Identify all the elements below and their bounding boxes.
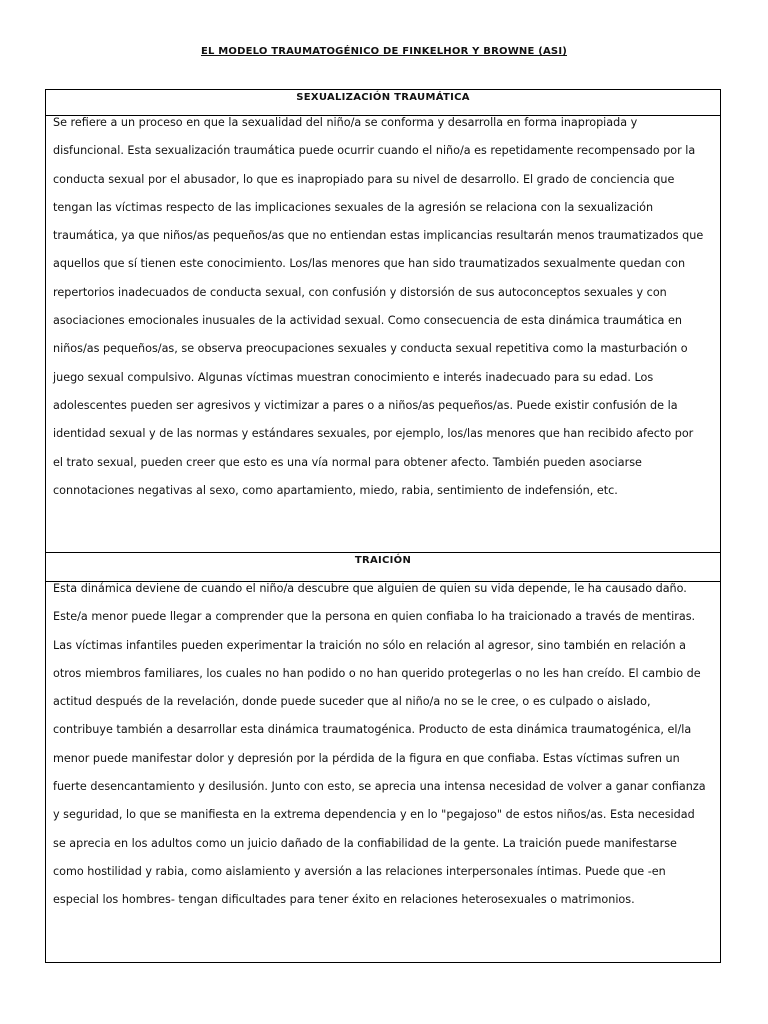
paragraph-line: asociaciones emocionales inusuales de la actividad sexual. Como consecuencia de esta dinámica traumática en [53,314,682,328]
paragraph-line: Este/a menor puede llegar a comprender que la persona en quien confiaba lo ha traicionado a través de mentiras. [53,610,696,624]
section-body-traicion [46,575,720,962]
section-body-sexualizacion [46,109,720,552]
paragraph-line: adolescentes pueden ser agresivos y victimizar a pares o a niños/as pequeños/as. Puede existir confusión de la [53,398,678,412]
document-title: EL MODELO TRAUMATOGÉNICO DE FINKELHOR Y BROWNE (ASI) [200,46,568,57]
paragraph-line: especial los hombres- tengan dificultades para tener éxito en relaciones heterosexuales o matrimonios. [53,893,635,907]
paragraph-line: otros miembros familiares, los cuales no han podido o no han querido protegerlas o no les han creído. El cambio de [53,666,701,680]
paragraph-line: aquellos que sí tienen este conocimiento. Los/las menores que han sido traumatizados sexualmente quedan con [53,257,686,271]
paragraph-line: traumática, ya que niños/as pequeños/as que no entiendan estas implicancias resultarán menos traumatizados que [53,229,704,243]
content-table [45,89,721,963]
paragraph-line: fuerte desencantamiento y desilusión. Junto con esto, se aprecia una intensa necesidad de volver a ganar confianza [53,780,706,794]
paragraph-line: Esta dinámica deviene de cuando el niño/a descubre que alguien de quien su vida depende, le ha causado daño. [53,582,687,595]
paragraph-line: el trato sexual, pueden creer que esto es una vía normal para obtener afecto. También pueden asociarse [53,455,642,469]
paragraph-line: como hostilidad y rabia, como aislamiento y aversión a las relaciones interpersonales íntimas. Puede que -en [53,864,666,878]
section-heading-traicion: TRAICIÓN [46,552,720,582]
paragraph-line: repertorios inadecuados de conducta sexual, con confusión y distorsión de sus autoconceptos sexuales y con [53,285,667,299]
paragraph-line: connotaciones negativas al sexo, como apartamiento, miedo, rabia, sentimiento de indefensión, etc. [53,483,618,497]
paragraph-line: disfuncional. Esta sexualización traumática puede ocurrir cuando el niño/a es repetidamente recompensado por la [53,144,696,158]
paragraph-line: Se refiere a un proceso en que la sexualidad del niño/a se conforma y desarrolla en forma inapropiada y [53,116,638,129]
paragraph-line: tengan las víctimas respecto de las implicaciones sexuales de la agresión se relaciona con la sexualización [53,200,654,214]
paragraph-line: y seguridad, lo que se manifiesta en la extrema dependencia y en lo "pegajoso" de estos niños/as. Esta necesidad [53,808,695,822]
paragraph-line: se aprecia en los adultos como un juicio dañado de la confiabilidad de la gente. La traición puede manifestarse [53,836,677,850]
paragraph-line: contribuye también a desarrollar esta dinámica traumatogénica. Producto de esta dinámica traumatogénica, el/la [53,723,692,737]
paragraph-line: juego sexual compulsivo. Algunas víctimas muestran conocimiento e interés inadecuado para su edad. Los [53,370,654,384]
paragraph-line: Las víctimas infantiles pueden experimentar la traición no sólo en relación al agresor, sino también en relación a [53,638,687,652]
paragraph-line: conducta sexual por el abusador, lo que es inapropiado para su nivel de desarrollo. El grado de conciencia que [53,172,675,186]
paragraph-line: actitud después de la revelación, donde puede suceder que al niño/a no se le cree, o es culpado o aislado, [53,695,651,709]
paragraph-line: menor puede manifestar dolor y depresión por la pérdida de la figura en que confiaba. Estas víctimas sufren un [53,751,680,765]
paragraph-line: niños/as pequeños/as, se observa preocupaciones sexuales y conducta sexual repetitiva como la masturbación o [53,342,688,356]
paragraph-line: identidad sexual y de las normas y estándares sexuales, por ejemplo, los/las menores que han recibido afecto por [53,427,694,441]
section-heading-sexualizacion: SEXUALIZACIÓN TRAUMÁTICA [46,90,720,116]
